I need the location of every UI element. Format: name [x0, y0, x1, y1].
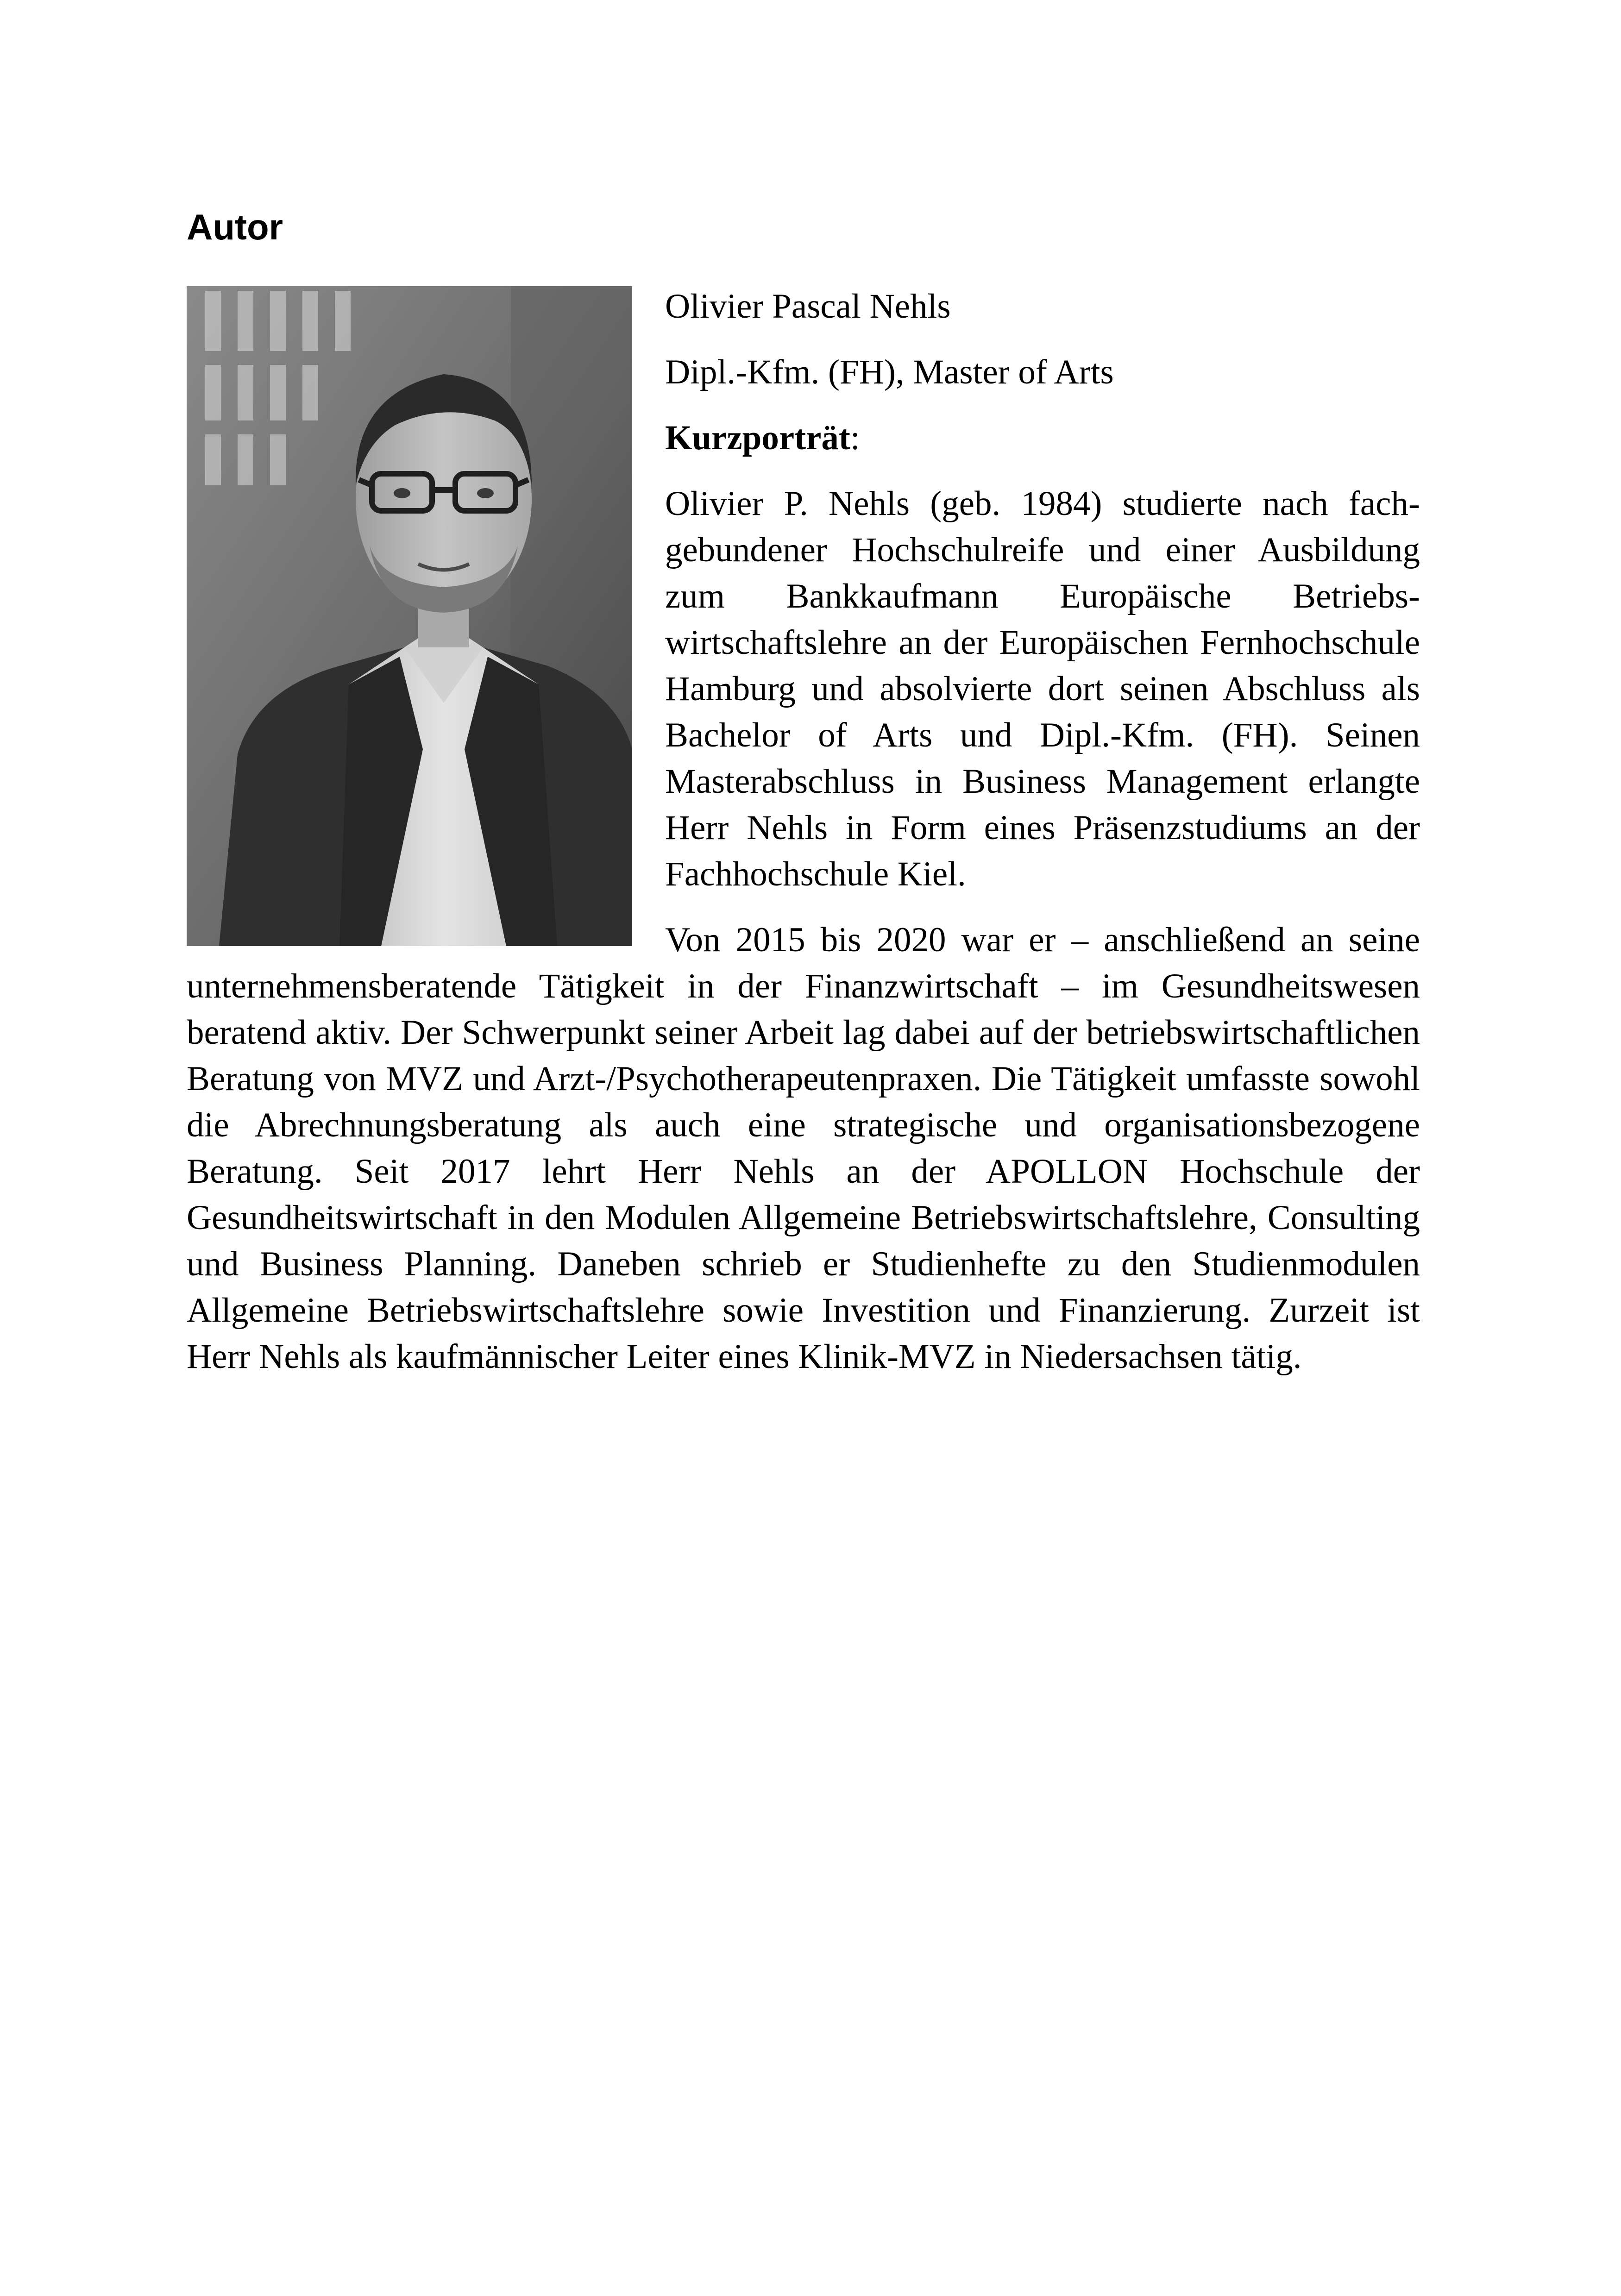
bio-paragraph-1: Olivier P. Nehls (geb. 1984) studierte nach fachgebundener Hochschulreife und einer Ausbildung zum Bankkaufmann Europäische Betriebswirtschaftslehre an der Europäischen Fernhochschule Hamburg und absolvierte dort seinen Abschluss als Bachelor of Arts und Dipl.-Kfm. (FH). Seinen Masterabschluss in Business Management erlangte Herr Nehls in Form eines Präsenzstudiums an der Fachhochschule Kiel.	[665, 484, 1420, 893]
photo-wrap-spacer	[187, 283, 632, 947]
section-heading: Autor	[187, 207, 283, 247]
author-name: Olivier Pascal Nehls	[665, 287, 951, 326]
author-text	[187, 283, 1420, 1380]
author-degrees: Dipl.-Kfm. (FH), Master of Arts	[665, 353, 1114, 391]
bio-paragraph-2: Von 2015 bis 2020 war er – anschließend an seine unternehmensberatende Tätigkeit in der Finanzwirtschaft – im Gesundheitswesen beratend aktiv. Der Schwerpunkt seiner Arbeit lag dabei auf der betriebswirtschaftlichen Beratung von MVZ und Arzt-/Psychotherapeutenpraxen. Die Tätigkeit umfasste sowohl die Abrechnungsberatung als auch eine strategische und organisationsbezogene Beratung. Seit 2017 lehrt Herr Nehls an der APOLLON Hochschule der Gesundheitswirtschaft in den Modulen Allgemeine Betriebswirtschaftslehre, Consulting und Business Planning. Daneben schrieb er Studienhefte zu den Studienmodulen Allgemeine Betriebswirtschaftslehre sowie Investition und Finanzierung. Zurzeit ist Herr Nehls als kaufmännischer Leiter eines Klinik-MVZ in Niedersachsen tätig.	[187, 921, 1420, 1376]
portrait-colon: :	[850, 419, 860, 457]
portrait-label: Kurzporträt	[665, 419, 850, 457]
